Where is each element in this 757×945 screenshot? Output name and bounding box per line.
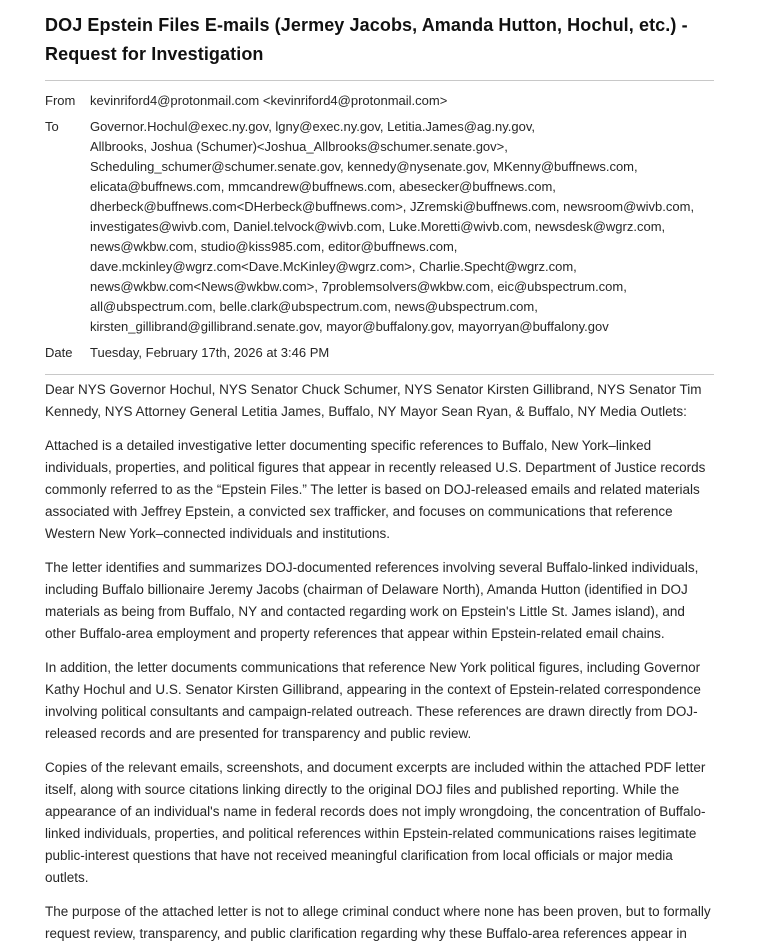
email-headers	[45, 91, 714, 363]
date-row	[45, 343, 714, 363]
to-recipients-line: Scheduling_schumer@schumer.senate.gov, kennedy@nysenate.gov, MKenny@buffnews.com,	[90, 159, 638, 174]
to-recipients-line: Governor.Hochul@exec.ny.gov, lgny@exec.ny.gov, Letitia.James@ag.ny.gov,	[90, 119, 535, 134]
body-paragraph: Dear NYS Governor Hochul, NYS Senator Chuck Schumer, NYS Senator Kirsten Gillibrand, NYS Senator Tim Kennedy, NYS Attorney General Letitia James, Buffalo, NY Mayor Sean Ryan, & Buffalo, NY Media Outlets:	[45, 382, 702, 419]
to-recipients-line: all@ubspectrum.com, belle.clark@ubspectrum.com, news@ubspectrum.com,	[90, 299, 538, 314]
to-row	[45, 117, 714, 337]
from-value: kevinriford4@protonmail.com <kevinriford4@protonmail.com>	[90, 93, 448, 108]
body-paragraph: In addition, the letter documents communications that reference New York political figures, including Governor Kathy Hochul and U.S. Senator Kirsten Gillibrand, appearing in the context of Epstein-related correspondence involving political consultants and campaign-related outreach. These references are drawn directly from DOJ-released records and are presented for transparency and public review.	[45, 660, 701, 741]
to-recipients-line: dave.mckinley@wgrz.com<Dave.McKinley@wgrz.com>, Charlie.Specht@wgrz.com,	[90, 259, 577, 274]
to-recipients	[90, 117, 714, 337]
from-row	[45, 91, 714, 111]
to-recipients-line: Allbrooks, Joshua (Schumer)<Joshua_Allbrooks@schumer.senate.gov>,	[90, 139, 508, 154]
to-recipients-line: elicata@buffnews.com, mmcandrew@buffnews.com, abesecker@buffnews.com,	[90, 179, 556, 194]
date-value: Tuesday, February 17th, 2026 at 3:46 PM	[90, 345, 330, 360]
date-label: Date	[45, 345, 73, 360]
body-paragraph: The letter identifies and summarizes DOJ-documented references involving several Buffalo-linked individuals, including Buffalo billionaire Jeremy Jacobs (chairman of Delaware North), Amanda Hutton (identified in DOJ materials as being from Buffalo, NY and contacted regarding work on Epstein's Little St. James island), and other Buffalo-area employment and property references that appear within Epstein-related email chains.	[45, 560, 699, 641]
email-subject: DOJ Epstein Files E-mails (Jermey Jacobs, Amanda Hutton, Hochul, etc.) - Request for Investigation	[45, 15, 688, 64]
body-paragraph: Attached is a detailed investigative letter documenting specific references to Buffalo, New York–linked individuals, properties, and political figures that appear in recently released U.S. Department of Justice records commonly referred to as the “Epstein Files.” The letter is based on DOJ-released emails and related materials associated with Jeffrey Epstein, a convicted sex trafficker, and focuses on communications that reference Western New York–connected individuals and institutions.	[45, 438, 706, 541]
header-top-divider	[45, 80, 714, 81]
body-paragraph: The purpose of the attached letter is not to allege criminal conduct where none has been proven, but to formally request review, transparency, and public clarification regarding why these Buffalo-area references appear in	[45, 904, 711, 941]
to-recipients-line: kirsten_gillibrand@gillibrand.senate.gov, mayor@buffalony.gov, mayorryan@buffalony.gov	[90, 319, 609, 334]
to-label: To	[45, 119, 59, 134]
body-paragraph: Copies of the relevant emails, screenshots, and document excerpts are included within the attached PDF letter itself, along with source citations linking directly to the original DOJ files and published reporting. While the appearance of an individual's name in federal records does not imply wrongdoing, the concentration of Buffalo-linked individuals, properties, and political references within Epstein-related communications raises legitimate public-interest questions that have not received meaningful clarification from local officials or major media outlets.	[45, 760, 706, 885]
email-body	[45, 375, 714, 945]
from-label: From	[45, 93, 76, 108]
to-recipients-line: news@wkbw.com, studio@kiss985.com, editor@buffnews.com,	[90, 239, 458, 254]
to-recipients-line: investigates@wivb.com, Daniel.telvock@wivb.com, Luke.Moretti@wivb.com, newsdesk@wgrz.com,	[90, 219, 666, 234]
to-recipients-line: dherbeck@buffnews.com<DHerbeck@buffnews.com>, JZremski@buffnews.com, newsroom@wivb.com,	[90, 199, 695, 214]
to-recipients-line: news@wkbw.com<News@wkbw.com>, 7problemsolvers@wkbw.com, eic@ubspectrum.com,	[90, 279, 627, 294]
